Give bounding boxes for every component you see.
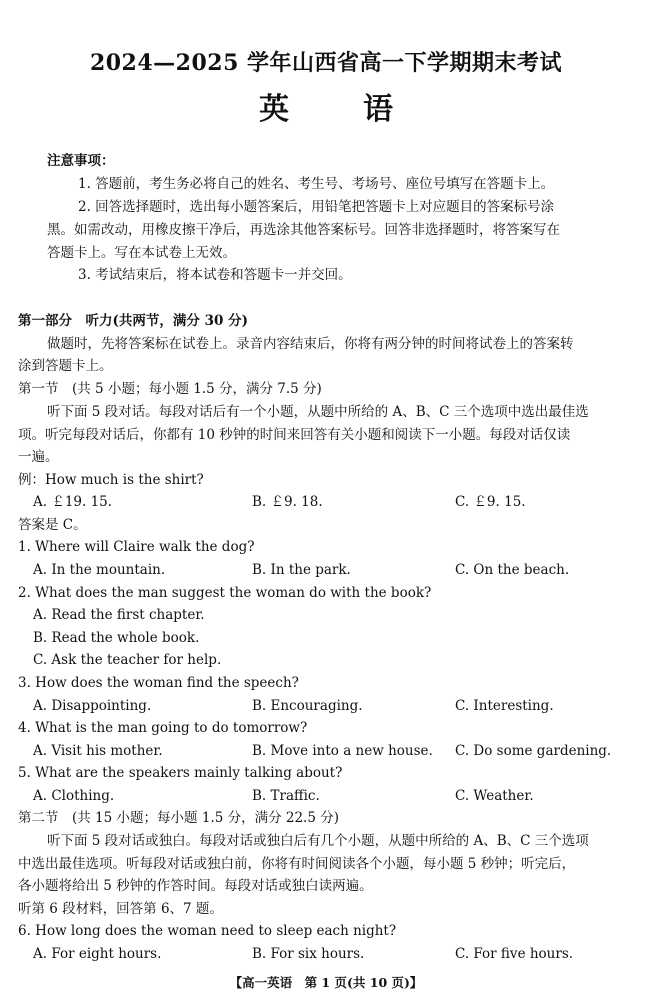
section2-instructions: 各小题将给出 5 秒钟的作答时间。每段对话或独白读两遍。: [18, 878, 373, 894]
example-option-b: B. ￡9. 18.: [252, 494, 323, 510]
section1-instructions: 听下面 5 段对话。每段对话后有一个小题，从题中所给的 A、B、C 三个选项中选出最佳选: [47, 404, 589, 420]
option-c: C. On the beach.: [455, 562, 570, 578]
notice-item: 黑。如需改动，用橡皮擦干净后，再选涂其他答案标号。回答非选择题时，将答案写在: [47, 222, 560, 238]
part1-heading: 第一部分 听力(共两节，满分 30 分): [18, 313, 248, 329]
option-b: B. Read the whole book.: [33, 630, 200, 646]
question-text: 6. How long does the woman need to sleep each night?: [18, 923, 397, 939]
part1-intro: 涂到答题卡上。: [18, 358, 113, 374]
question-text: 5. What are the speakers mainly talking about?: [18, 765, 343, 781]
option-a: A. For eight hours.: [33, 946, 162, 962]
option-a: A. Visit his mother.: [33, 743, 163, 759]
section1-instructions: 一遍。: [18, 449, 59, 465]
option-b: B. In the park.: [252, 562, 351, 578]
option-c: C. Interesting.: [455, 698, 554, 714]
notice-item: 2. 回答选择题时，选出每小题答案后，用铅笔把答题卡上对应题目的答案标号涂: [78, 199, 555, 215]
example-option-a: A. ￡19. 15.: [33, 494, 113, 510]
section2-heading: 第二节 (共 15 小题；每小题 1.5 分，满分 22.5 分): [18, 810, 339, 826]
notice-item: 答题卡上。写在本试卷上无效。: [47, 245, 236, 261]
notice-item: 3. 考试结束后，将本试卷和答题卡一并交回。: [78, 267, 352, 283]
option-c: C. For five hours.: [455, 946, 574, 962]
question-text: 1. Where will Claire walk the dog?: [18, 539, 255, 555]
option-b: B. Traffic.: [252, 788, 320, 804]
option-a: A. In the mountain.: [33, 562, 166, 578]
option-b: B. Move into a new house.: [252, 743, 433, 759]
option-a: A. Clothing.: [33, 788, 115, 804]
question-text: 3. How does the woman find the speech?: [18, 675, 299, 691]
section1-heading: 第一节 (共 5 小题；每小题 1.5 分，满分 7.5 分): [18, 381, 322, 397]
option-b: B. For six hours.: [252, 946, 365, 962]
option-c: C. Ask the teacher for help.: [33, 652, 222, 668]
notice-heading: 注意事项：: [47, 153, 115, 169]
example-option-c: C. ￡9. 15.: [455, 494, 526, 510]
option-c: C. Do some gardening.: [455, 743, 612, 759]
question-text: 2. What does the man suggest the woman do with the book?: [18, 585, 432, 601]
option-c: C. Weather.: [455, 788, 534, 804]
question-text: 4. What is the man going to do tomorrow?: [18, 720, 308, 736]
option-a: A. Read the first chapter.: [33, 607, 205, 623]
section2-instructions: 听下面 5 段对话或独白。每段对话或独白后有几个小题，从题中所给的 A、B、C 三个选项: [47, 833, 589, 849]
option-b: B. Encouraging.: [252, 698, 363, 714]
notice-item: 1. 答题前，考生务必将自己的姓名、考生号、考场号、座位号填写在答题卡上。: [78, 176, 555, 192]
example-answer: 答案是 C。: [18, 517, 87, 533]
exam-title: 2024—2025 学年山西省高一下学期期末考试: [89, 50, 563, 76]
example-question: 例：How much is the shirt?: [18, 472, 204, 488]
section1-instructions: 项。听完每段对话后，你都有 10 秒钟的时间来回答有关小题和阅读下一小题。每段对话仅读: [18, 427, 571, 443]
material-note: 听第 6 段材料，回答第 6、7 题。: [18, 901, 223, 917]
part1-intro: 做题时，先将答案标在试卷上。录音内容结束后，你将有两分钟的时间将试卷上的答案转: [47, 336, 574, 352]
page-footer: 【高一英语 第 1 页(共 10 页)】: [229, 975, 423, 990]
subject-title: 英语: [259, 92, 467, 127]
option-a: A. Disappointing.: [33, 698, 152, 714]
section2-instructions: 中选出最佳选项。听每段对话或独白前，你将有时间阅读各个小题，每小题 5 秒钟；听完后，: [18, 856, 576, 872]
